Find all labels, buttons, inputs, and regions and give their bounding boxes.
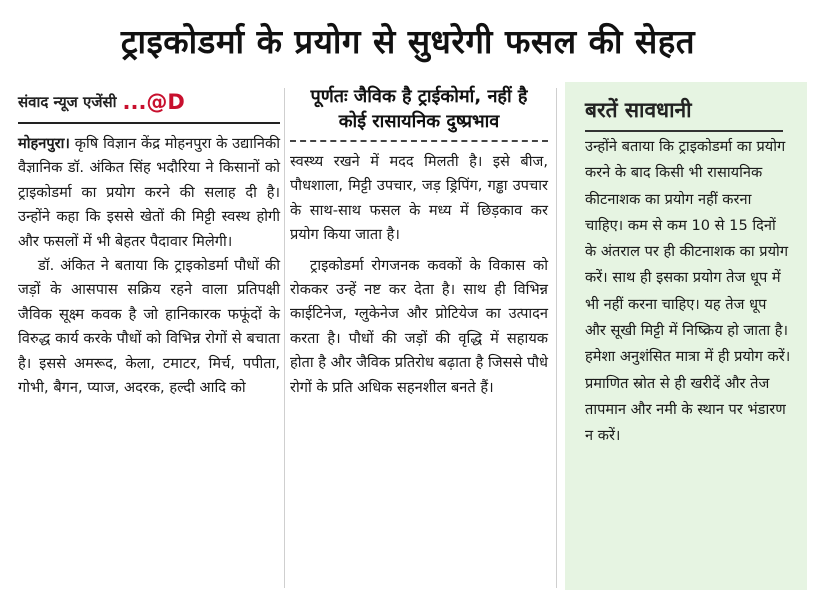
byline <box>18 88 280 116</box>
column-divider <box>556 88 557 588</box>
precautions-title: बरतें सावधानी <box>585 98 692 122</box>
column-2 <box>290 78 548 400</box>
subheadline: पूर्णतः जैविक है ट्राईकोर्मा, नहीं है कोई रासायनिक दुष्प्रभाव <box>310 86 528 132</box>
column-1 <box>18 88 280 400</box>
column-1-paragraph-1-text: कृषि विज्ञान केंद्र मोहनपुरा के उद्यानिकी वैज्ञानिक डॉ. अंकित सिंह भदौरिया ने किसानों को ट्राइकोडर्मा का प्रयोग करने की सलाह दी है। उन्होंने कहा कि इससे खेतों की मिट्टी स्वस्थ होगी और फसलों में भी बेहतर पैदावार मिलेगी। <box>18 135 280 250</box>
column-divider <box>284 88 285 588</box>
column-2-paragraph-1: स्वस्थ्य रखने में मदद मिलती है। इसे बीज, पौधशाला, मिट्टी उपचार, जड़ ड्रिपिंग, गड्ढा उपचार के साथ-साथ फसल के मध्य में छिड़काव कर प्रयोग किया जाता है। <box>290 153 548 244</box>
column-1-paragraph-1 <box>18 132 280 254</box>
dateline: मोहनपुरा। <box>18 135 70 152</box>
byline-rule <box>18 122 280 124</box>
headline: ट्राइकोडर्मा के प्रयोग से सुधरेगी फसल की सेहत <box>120 21 696 61</box>
subheadline-rule <box>290 140 548 142</box>
column-1-paragraph-2: डॉ. अंकित ने बताया कि ट्राइकोडर्मा पौधों की जड़ों के आसपास सक्रिय रहने वाला प्रतिपक्षी जैविक सूक्ष्म कवक है जो हानिकारक फफूंदों के विरुद्ध कार्य करके पौधों को विभिन्न रोगों से बचाता है। इससे अमरूद, केला, टमाटर, मिर्च, पपीता, गोभी, बैगन, प्याज, अदरक, हल्दी आदि को <box>18 257 280 397</box>
byline-tag: ...@D <box>122 90 185 114</box>
precautions-text: उन्होंने बताया कि ट्राइकोडर्मा का प्रयोग करने के बाद किसी भी रासायनिक कीटनाशक का प्रयोग नहीं करना चाहिए। कम से कम 10 से 15 दिनों के अंतराल पर ही कीटनाशक का प्रयोग करें। साथ ही इसका प्रयोग तेज धूप में भी नहीं करना चाहिए। यह तेज धूप और सूखी मिट्टी में निष्क्रिय हो जाता है। हमेशा अनुशंसित मात्रा में ही प्रयोग करें। प्रमाणित स्रोत से ही खरीदें और तेज तापमान और नमी के स्थान पर भंडारण न करें। <box>585 138 791 445</box>
precautions-box <box>565 82 807 590</box>
byline-agency: संवाद न्यूज एजेंसी <box>18 93 117 111</box>
column-2-paragraph-2: ट्राइकोडर्मा रोगजनक कवकों के विकास को रोककर उन्हें नष्ट कर देता है। साथ ही विभिन्न काईटिनेज, ग्लुकेनेज और प्रोटियेज का उत्पादन करता है। पौधों की जड़ों की वृद्धि में सहायक होता है और जैविक प्रतिरोध बढ़ाता है जिससे पौधे रोगों के प्रति अधिक सहनशील बनते हैं। <box>290 256 549 396</box>
